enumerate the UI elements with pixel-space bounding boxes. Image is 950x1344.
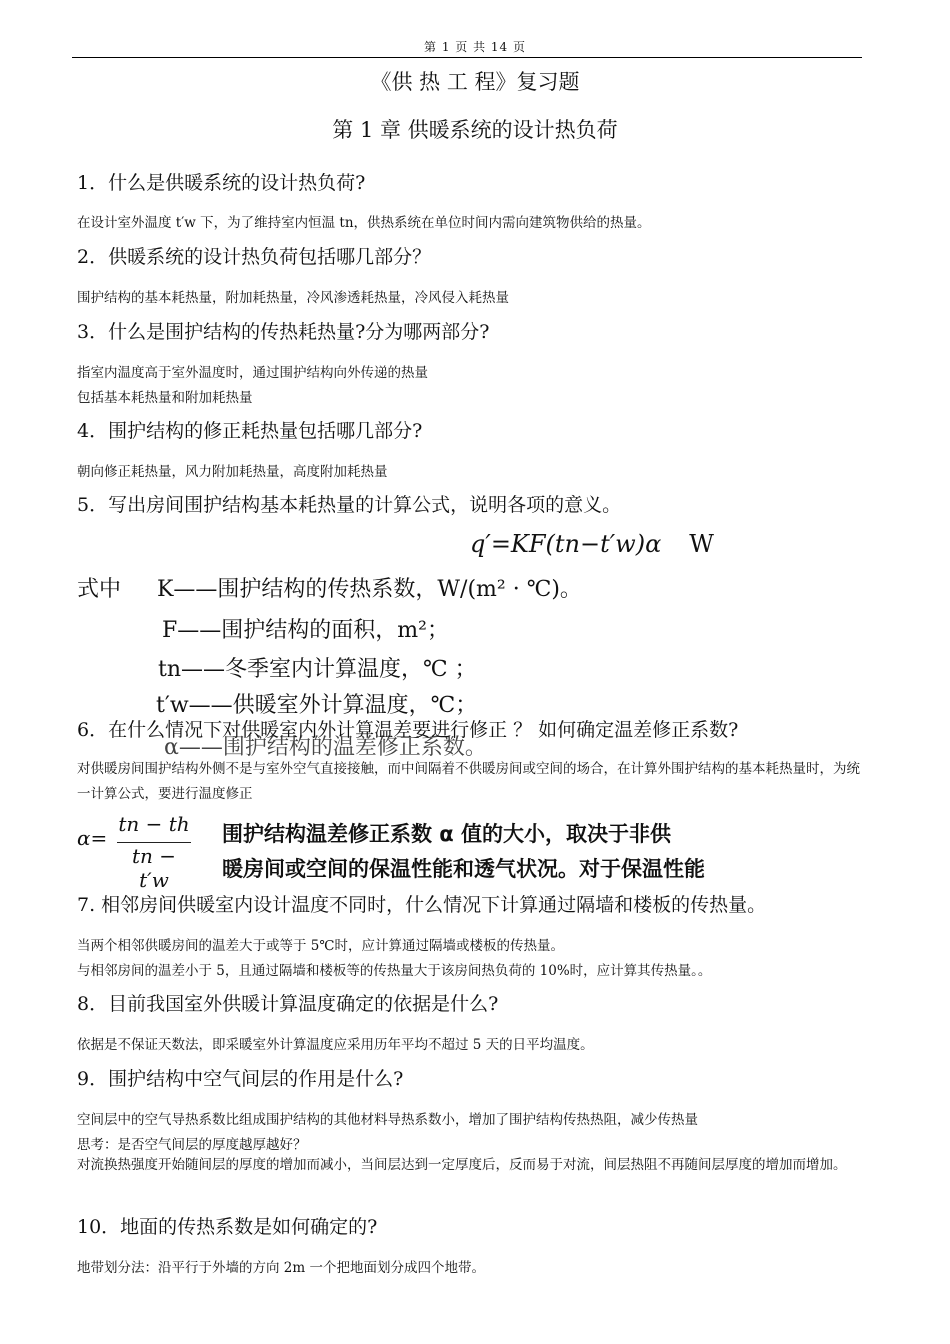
question-6: 6．在什么情况下对供暖室内外计算温差要进行修正 ？ 如何确定温差修正系数?: [77, 719, 739, 741]
legend-k: K——围护结构的传热系数，W/(m² · ℃)。: [157, 577, 582, 602]
question-10: 10．地面的传热系数是如何确定的?: [77, 1216, 378, 1238]
question-3: 3．什么是围护结构的传热耗热量?分为哪两部分?: [77, 321, 490, 343]
chapter-heading: 第 1 章 供暖系统的设计热负荷: [332, 118, 618, 142]
header-rule: [72, 57, 862, 58]
question-5: 5．写出房间围护结构基本耗热量的计算公式，说明各项的意义。: [77, 494, 622, 516]
question-2: 2．供暖系统的设计热负荷包括哪几部分？: [77, 246, 432, 268]
formula-denominator: tn − t′w: [131, 844, 177, 892]
question-1: 1．什么是供暖系统的设计热负荷?: [77, 172, 366, 194]
answer-9-line-3: 对流换热强度开始随间层的厚度的增加而减小，当间层达到一定厚度后，反而易于对流，间层热阻不再随间层厚度的增加而增加。: [77, 1157, 847, 1173]
heat-loss-formula-unit: W: [689, 530, 714, 558]
legend-tn: tn——冬季室内计算温度，℃ ；: [158, 657, 477, 682]
legend-f: F——围护结构的面积，m²；: [162, 618, 449, 643]
legend-alpha: α——围护结构的温差修正系数。: [164, 735, 487, 760]
heat-loss-formula: [470, 530, 714, 558]
heat-loss-formula-expr: q′=KF(tn−t′w)α: [470, 530, 662, 558]
fraction-bar: [117, 842, 191, 843]
answer-4: 朝向修正耗热量，风力附加耗热量，高度附加耗热量: [77, 464, 388, 480]
answer-2: 围护结构的基本耗热量，附加耗热量，冷风渗透耗热量，冷风侵入耗热量: [77, 290, 509, 306]
question-7: 7. 相邻房间供暖室内设计温度不同时，什么情况下计算通过隔墙和楼板的传热量。: [77, 894, 767, 916]
answer-3-line-1: 指室内温度高于室外温度时，通过围护结构向外传递的热量: [77, 365, 428, 381]
coefficient-note-line-2: 暖房间或空间的保温性能和透气状况。对于保温性能: [222, 857, 705, 881]
answer-6: 对供暖房间围护结构外侧不是与室外空气直接接触，而中间隔着不供暖房间或空间的场合，在计算外围护结构的基本耗热量时，为统一计算公式，要进行温度修正: [77, 761, 860, 802]
answer-3-line-2: 包括基本耗热量和附加耗热量: [77, 390, 253, 406]
answer-7-line-1: 当两个相邻供暖房间的温差大于或等于 5℃时，应计算通过隔墙或楼板的传热量。: [77, 938, 564, 954]
answer-8: 依据是不保证天数法，即采暖室外计算温度应采用历年平均不超过 5 天的日平均温度。: [77, 1037, 594, 1053]
legend-prefix: 式中: [77, 577, 122, 602]
formula-numerator: tn − th: [118, 812, 190, 836]
question-9: 9．围护结构中空气间层的作用是什么?: [77, 1068, 404, 1090]
answer-7-line-2: 与相邻房间的温差小于 5，且通过隔墙和楼板等的传热量大于该房间热负荷的 10%时，应计算其传热量。。: [77, 963, 712, 979]
answer-9-line-1: 空间层中的空气导热系数比组成围护结构的其他材料导热系数小，增加了围护结构传热热阻，减少传热量: [77, 1112, 698, 1128]
coefficient-note-line-1: 围护结构温差修正系数 α 值的大小，取决于非供: [222, 822, 672, 846]
question-8: 8．目前我国室外供暖计算温度确定的依据是什么?: [77, 993, 499, 1015]
legend-tw: t′w——供暖室外计算温度，℃；: [156, 693, 478, 718]
answer-1: 在设计室外温度 t′w 下，为了维持室内恒温 tn，供热系统在单位时间内需向建筑物供给的热量。: [77, 215, 651, 231]
page-header: 第 1 页 共 14 页: [424, 40, 526, 54]
document-title: 《供 热 工 程》复习题: [370, 70, 580, 94]
answer-9-line-2: 思考：是否空气间层的厚度越厚越好？: [77, 1137, 307, 1153]
question-4: 4．围护结构的修正耗热量包括哪几部分?: [77, 420, 423, 442]
answer-10: 地带划分法：沿平行于外墙的方向 2m 一个把地面划分成四个地带。: [77, 1260, 485, 1276]
formula-lhs: α=: [77, 826, 108, 850]
